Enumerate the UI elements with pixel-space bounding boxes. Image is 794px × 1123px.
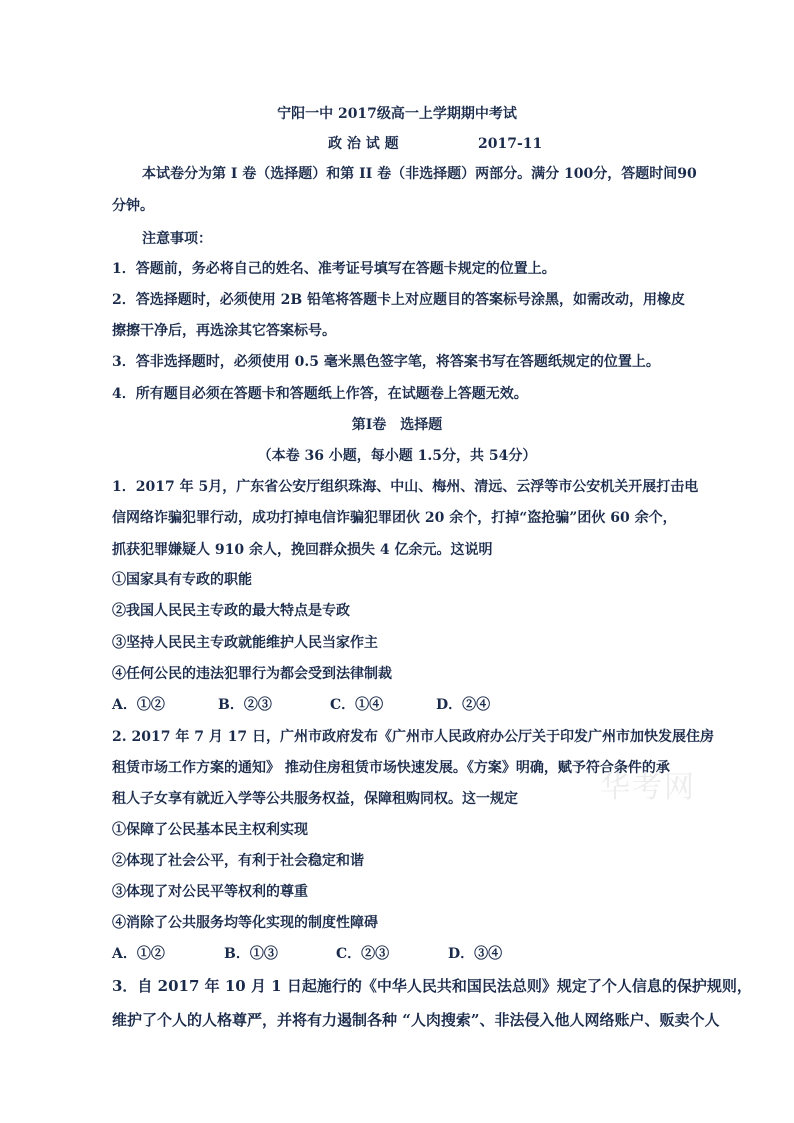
subject-title: 政 治 试 题 bbox=[328, 136, 399, 152]
q2-item: ①保障了公民基本民主权利实现 bbox=[112, 822, 308, 838]
q3-stem-line: 3．自 2017 年 10 月 1 日起施行的《中华人民共和国民法总则》规定了个人信息的保护规则， bbox=[112, 977, 752, 995]
q2-stem-line: 租赁市场工作方案的通知》 推动住房租赁市场快速发展。《方案》明确，赋予符合条件的承 bbox=[112, 760, 670, 776]
q2-item: ④消除了公共服务均等化实现的制度性障碍 bbox=[112, 915, 378, 931]
q2-item: ③体现了对公民平等权利的尊重 bbox=[112, 884, 308, 900]
q1-item: ②我国人民民主专政的最大特点是专政 bbox=[112, 603, 350, 619]
note-item: 1．答题前，务必将自己的姓名、准考证号填写在答题卡规定的位置上。 bbox=[112, 261, 556, 277]
q1-option-c: C．①④ bbox=[330, 697, 384, 713]
section-title: 第Ⅰ卷 选择题 bbox=[351, 417, 443, 433]
q1-stem-line: 信网络诈骗犯罪行动，成功打掉电信诈骗犯罪团伙 20 余个，打掉“盗抢骗”团伙 60 余个， bbox=[112, 510, 677, 526]
q2-stem-line: 2. 2017 年 7 月 17 日，广州市政府发布《广州市人民政府办公厅关于印发广州市加快发展住房 bbox=[112, 729, 715, 745]
q1-item: ④任何公民的违法犯罪行为都会受到法律制裁 bbox=[112, 666, 392, 682]
note-item: 擦擦干净后，再选涂其它答案标号。 bbox=[112, 323, 336, 339]
note-item: 2．答选择题时，必须使用 2B 铅笔将答题卡上对应题目的答案标号涂黑，如需改动，用橡皮 bbox=[112, 292, 686, 308]
exam-date: 2017-11 bbox=[478, 136, 543, 152]
watermark-text: 华考网 bbox=[600, 770, 696, 805]
note-item: 3．答非选择题时，必须使用 0.5 毫米黑色签字笔，将答案书写在答题纸规定的位置上。 bbox=[112, 354, 660, 370]
q2-option-a: A．①② bbox=[112, 946, 165, 962]
q1-option-a: A．①② bbox=[112, 697, 165, 713]
exam-title: 宁阳一中 2017级高一上学期期中考试 bbox=[277, 106, 517, 122]
note-item: 4．所有题目必须在答题卡和答题纸上作答，在试题卷上答题无效。 bbox=[112, 386, 528, 402]
q1-stem-line: 抓获犯罪嫌疑人 910 余人，挽回群众损失 4 亿余元。这说明 bbox=[112, 542, 493, 558]
notes-heading: 注意事项： bbox=[142, 231, 212, 247]
q2-item: ②体现了社会公平，有利于社会稳定和谐 bbox=[112, 853, 364, 869]
intro-line-1: 本试卷分为第 I 卷（选择题）和第 II 卷（非选择题）两部分。满分 100分，答题时间90 bbox=[142, 166, 697, 182]
q1-item: ①国家具有专政的职能 bbox=[112, 572, 252, 588]
q1-stem-line: 1．2017 年 5月，广东省公安厅组织珠海、中山、梅州、清远、云浮等市公安机关开展打击电 bbox=[112, 479, 699, 495]
section-subtitle: （本卷 36 小题，每小题 1.5分，共 54分） bbox=[257, 448, 537, 464]
intro-line-2: 分钟。 bbox=[112, 198, 154, 214]
q2-option-b: B．①③ bbox=[224, 946, 278, 962]
q1-option-d: D．②④ bbox=[436, 697, 491, 713]
q1-option-b: B．②③ bbox=[218, 697, 272, 713]
q3-stem-line: 维护了个人的人格尊严，并将有力遏制各种 “人肉搜索”、非法侵入他人网络账户、贩卖个人 bbox=[112, 1011, 720, 1029]
q2-option-c: C．②③ bbox=[336, 946, 390, 962]
q1-item: ③坚持人民民主专政就能维护人民当家作主 bbox=[112, 635, 378, 651]
q2-option-d: D．③④ bbox=[448, 946, 503, 962]
q2-stem-line: 租人子女享有就近入学等公共服务权益，保障租购同权。这一规定 bbox=[112, 791, 518, 807]
